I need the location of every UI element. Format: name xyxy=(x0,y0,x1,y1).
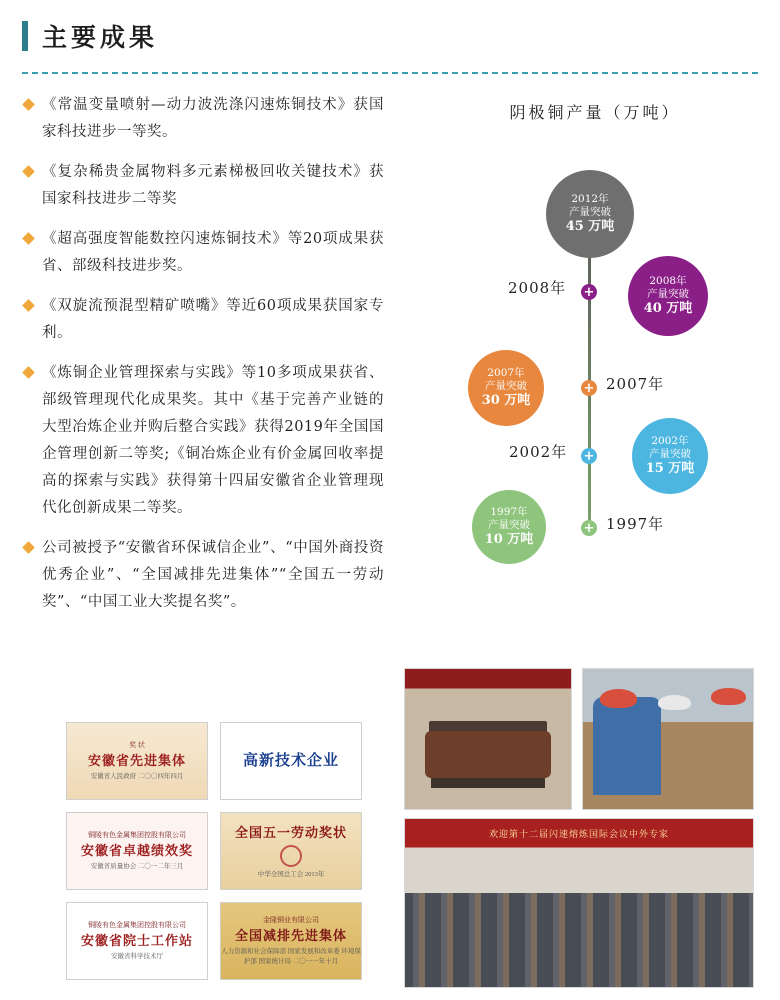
workers-photo-image xyxy=(583,669,753,809)
chart-node-2002 xyxy=(632,418,708,494)
production-timeline-chart xyxy=(430,160,760,580)
list-item-text: 《复杂稀贵金属物料多元素梯极回收关键技术》获国家科技进步二等奖 xyxy=(42,164,384,207)
axis-label-2008: 2008年 xyxy=(508,279,567,297)
list-item-text: 《超高强度智能数控闪速炼铜技术》等20项成果获省、部级科技进步奖。 xyxy=(42,231,384,274)
certificate-title: 高新技术企业 xyxy=(242,753,339,769)
diamond-bullet-icon xyxy=(22,98,35,111)
certificate-item xyxy=(66,722,208,800)
certificate-issuer: 安徽省科学技术厅 xyxy=(111,953,163,960)
axis-marker-1997: + xyxy=(581,520,597,536)
node-caption: 产量突破 xyxy=(485,379,527,392)
node-value: 40 万吨 xyxy=(643,301,693,316)
list-item-text: 《常温变量喷射—动力波洗涤闪速炼铜技术》获国家科技进步一等奖。 xyxy=(42,97,384,140)
certificate-item xyxy=(220,722,362,800)
axis-marker-2008: + xyxy=(581,284,597,300)
node-caption: 产量突破 xyxy=(569,205,611,218)
certificate-top-text: 金隆铜业有限公司 xyxy=(263,916,319,925)
certificate-title: 安徽省先进集体 xyxy=(87,753,186,768)
congress-group-photo-image xyxy=(405,819,753,987)
node-value: 45 万吨 xyxy=(565,219,615,234)
node-year: 2008年 xyxy=(649,274,687,287)
certificate-item xyxy=(66,812,208,890)
chart-node-1997 xyxy=(472,490,546,564)
certificate-issuer: 安徽省人民政府 二〇〇四年四月 xyxy=(90,773,184,780)
workers-photo xyxy=(582,668,754,810)
list-item xyxy=(24,360,384,522)
certificate-title: 安徽省卓越绩效奖 xyxy=(80,843,193,858)
chart-node-2007 xyxy=(468,350,544,426)
axis-marker-2007: + xyxy=(581,380,597,396)
diamond-bullet-icon xyxy=(22,232,35,245)
list-item-text: 公司被授予“安徽省环保诚信企业”、“中国外商投资优秀企业”、“全国减排先进集体”“全国五一劳动奖”、“中国工业大奖提名奖”。 xyxy=(42,540,384,610)
list-item xyxy=(24,293,384,347)
list-item xyxy=(24,535,384,616)
congress-banner-text: 欢迎第十二届闪速熔炼国际会议中外专家 xyxy=(488,829,669,840)
axis-label-2002: 2002年 xyxy=(509,443,568,461)
node-year: 2012年 xyxy=(571,192,609,205)
node-year: 1997年 xyxy=(490,505,528,518)
certificate-title: 全国五一劳动奖状 xyxy=(234,825,347,841)
page-title: 主要成果 xyxy=(42,23,159,52)
certificate-issuer: 中华全国总工会 2013年 xyxy=(257,871,325,879)
chart-node-2008 xyxy=(628,256,708,336)
certificate-title: 安徽省院士工作站 xyxy=(80,933,193,948)
axis-label-1997: 1997年 xyxy=(606,515,665,533)
axis-label-2007: 2007年 xyxy=(606,375,665,393)
node-value: 10 万吨 xyxy=(484,532,534,547)
congress-group-photo xyxy=(404,818,754,988)
certificate-gallery xyxy=(66,722,362,980)
node-year: 2007年 xyxy=(487,366,525,379)
node-caption: 产量突破 xyxy=(647,287,689,300)
certificate-item xyxy=(220,902,362,980)
certificate-item xyxy=(220,812,362,890)
list-item xyxy=(24,226,384,280)
meeting-photo-image xyxy=(405,669,571,809)
chart-node-2012 xyxy=(546,170,634,258)
certificate-item xyxy=(66,902,208,980)
node-caption: 产量突破 xyxy=(488,518,530,531)
certificate-top-text: 铜陵有色金属集团控股有限公司 xyxy=(88,920,186,929)
page-header xyxy=(22,18,158,54)
header-accent-bar xyxy=(22,21,28,51)
node-caption: 产量突破 xyxy=(649,447,691,460)
seal-icon xyxy=(280,845,302,867)
achievements-list xyxy=(24,92,384,629)
certificate-top-text: 奖 状 xyxy=(129,740,145,749)
list-item-text: 《炼铜企业管理探索与实践》等10多项成果获省、部级管理现代化成果奖。其中《基于完善产业链的大型冶炼企业并购后整合实践》获得2019年全国国企管理创新二等奖;《铜冶炼企业有价金属回收率提高的探索与实践》获得第十四届安徽省企业管理现代化创新成果二等奖。 xyxy=(42,365,384,516)
axis-marker-2002: + xyxy=(581,448,597,464)
list-item-text: 《双旋流预混型精矿喷嘴》等近60项成果获国家专利。 xyxy=(42,298,384,341)
list-item xyxy=(24,92,384,146)
certificate-issuer: 安徽省质量协会 二〇一二年三月 xyxy=(90,863,184,870)
node-year: 2002年 xyxy=(651,434,689,447)
diamond-bullet-icon xyxy=(22,541,35,554)
chart-axis xyxy=(588,212,591,530)
meeting-photo xyxy=(404,668,572,810)
diamond-bullet-icon xyxy=(22,366,35,379)
diamond-bullet-icon xyxy=(22,165,35,178)
certificate-issuer: 人力资源和社会保障部 国家发展和改革委 环境保护部 国家统计局 二〇一一年十月 xyxy=(221,948,361,965)
list-item xyxy=(24,159,384,213)
certificate-top-text: 铜陵有色金属集团控股有限公司 xyxy=(88,830,186,839)
chart-title: 阴极铜产量（万吨） xyxy=(509,103,681,122)
diamond-bullet-icon xyxy=(22,299,35,312)
node-value: 15 万吨 xyxy=(645,461,695,476)
header-divider xyxy=(22,72,758,74)
node-value: 30 万吨 xyxy=(481,393,531,408)
certificate-title: 全国减排先进集体 xyxy=(234,928,347,944)
